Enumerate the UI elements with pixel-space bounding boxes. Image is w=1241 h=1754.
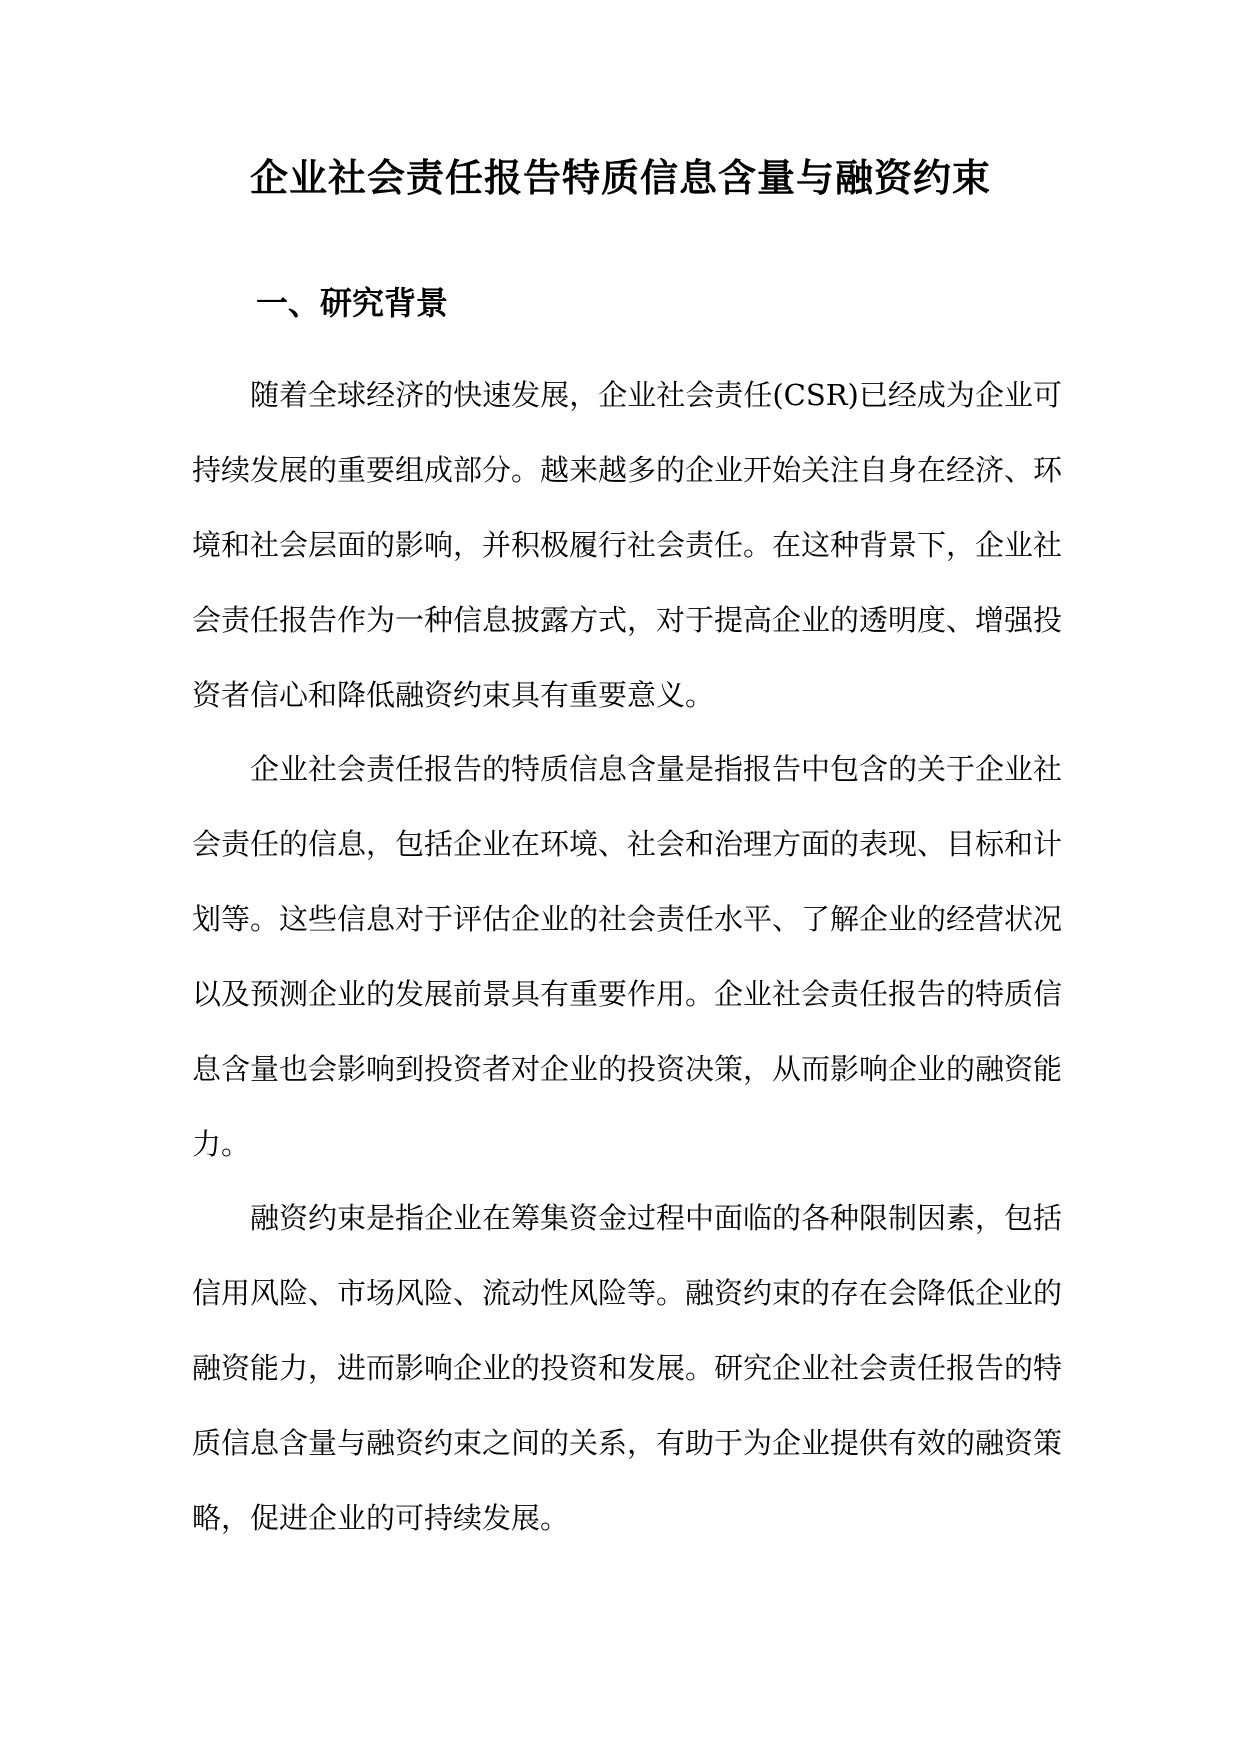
document-title: 企业社会责任报告特质信息含量与融资约束 xyxy=(249,156,991,200)
paragraph-3: 融资约束是指企业在筹集资金过程中面临的各种限制因素，包括信用风险、市场风险、流动性风险等。融资约束的存在会降低企业的融资能力，进而影响企业的投资和发展。研究企业社会责任报告的特质信息含量与融资约束之间的关系，有助于为企业提供有效的融资策略，促进企业的可持续发展。 xyxy=(192,1201,1063,1535)
section-heading: 一、研究背景 xyxy=(256,284,449,322)
paragraph-1: 随着全球经济的快速发展，企业社会责任(CSR)已经成为企业可持续发展的重要组成部分。越来越多的企业开始关注自身在经济、环境和社会层面的影响，并积极履行社会责任。在这种背景下，企业社会责任报告作为一种信息披露方式，对于提高企业的透明度、增强投资者信心和降低融资约束具有重要意义。 xyxy=(192,378,1063,712)
paragraph-2: 企业社会责任报告的特质信息含量是指报告中包含的关于企业社会责任的信息，包括企业在环境、社会和治理方面的表现、目标和计划等。这些信息对于评估企业的社会责任水平、了解企业的经营状况以及预测企业的发展前景具有重要作用。企业社会责任报告的特质信息含量也会影响到投资者对企业的投资决策，从而影响企业的融资能力。 xyxy=(192,752,1063,1161)
